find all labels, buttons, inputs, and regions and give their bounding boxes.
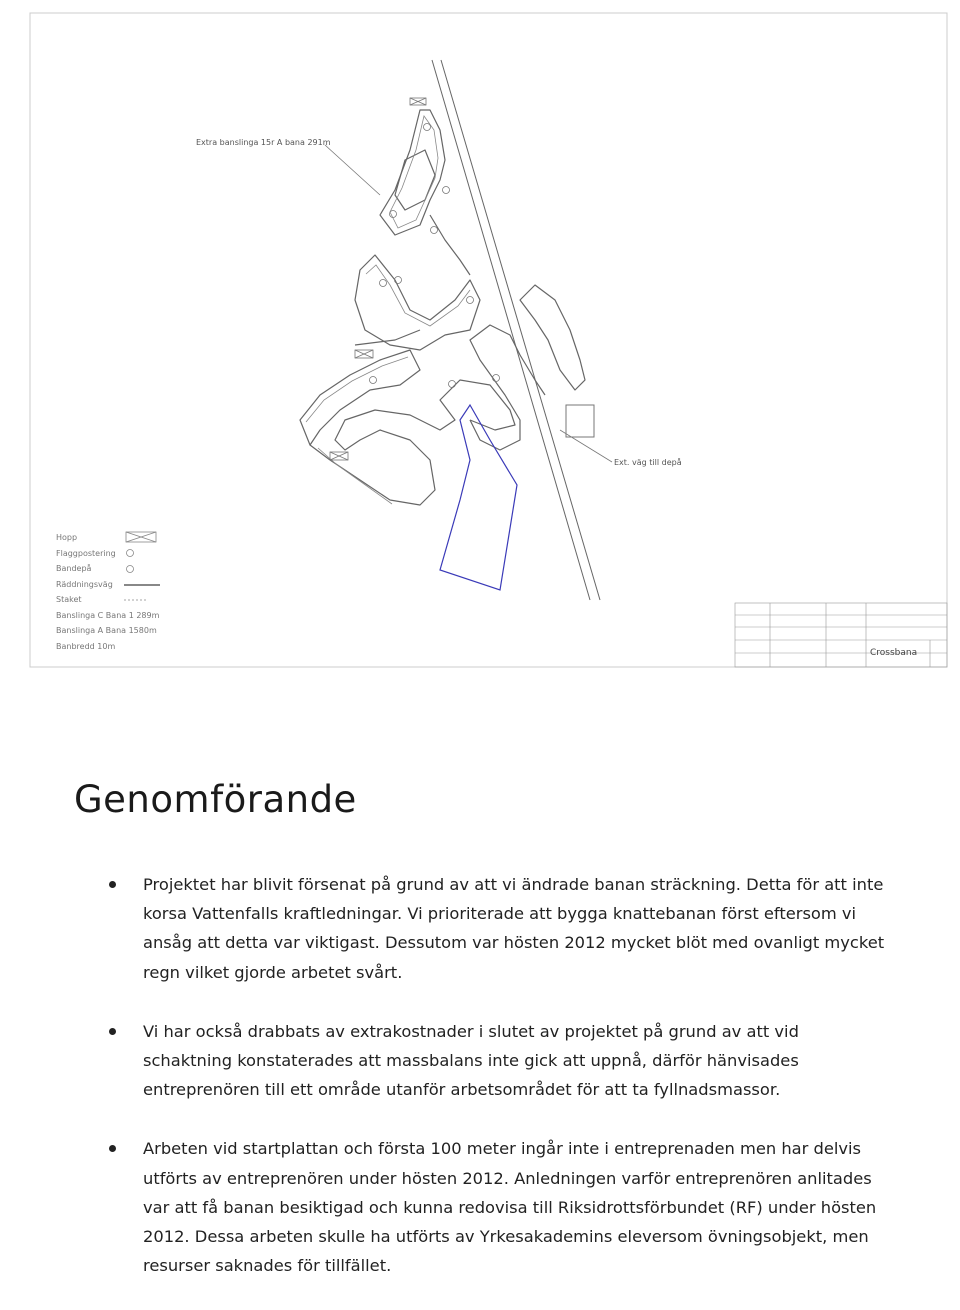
bullet-text: Arbeten vid startplattan och första 100 meter ingår inte i entreprenaden men har delvis utförts av entreprenören under hösten 2012. Anledningen varför entreprenören anlitades var att få banan besiktigad och kunna redovisa till Riksidrottsförbundet (RF) under hösten 2012. Dessa arbeten skulle ha utförts av Yrkesakademins eleversom övningsobjekt, men resurser saknades för tillfället.: [143, 1139, 877, 1276]
legend-item: Hopp: [56, 533, 78, 542]
section-heading: Genomförande: [74, 778, 357, 821]
bullet-icon: [109, 1028, 116, 1035]
legend-item: Staket: [56, 595, 82, 604]
legend-item: Banslinga C Bana 1 289m: [56, 610, 160, 620]
flag-posts: [370, 124, 500, 388]
track-outline: [300, 110, 585, 505]
annotation-extra-loop: Extra banslinga 15r A bana 291m: [196, 138, 331, 147]
legend-item: Banbredd 10m: [56, 641, 116, 651]
bullet-item: [0, 1134, 960, 1280]
bullet-text: Vi har också drabbats av extrakostnader i slutet av projektet på grund av att vid schaktning konstaterades att massbalans inte gick att uppnå, därför hänvisades entreprenören till ett område utanför arbetsområdet för att ta fyllnadsmassor.: [143, 1021, 799, 1100]
legend-item: Banslinga A Bana 1580m: [56, 626, 157, 635]
power-line-right: [441, 60, 600, 600]
bullet-text: Projektet har blivit försenat på grund av att vi ändrade banan sträckning. Detta för att inte korsa Vattenfalls kraftledningar. Vi prioriterade att bygga knattebanan först eftersom vi ansåg att detta var viktigast. Dessutom var hösten 2012 mycket blöt med ovanligt mycket regn vilket gjorde arbetet svårt.: [143, 875, 885, 982]
road-outline: [440, 405, 517, 590]
legend-item: Flaggpostering: [56, 548, 116, 558]
jump-markers: [330, 98, 426, 460]
depot-box: [566, 405, 594, 437]
bullet-icon: [109, 881, 116, 888]
track-inner: [306, 116, 470, 504]
bullet-item: [0, 870, 960, 987]
bullet-icon: [109, 1145, 116, 1152]
legend-item: Bandepå: [56, 564, 92, 573]
title-block-name: Crossbana: [870, 648, 918, 658]
bullet-item: [0, 1017, 960, 1105]
legend: [56, 530, 176, 654]
annotation-leader-road: [560, 430, 612, 462]
annotation-leader-extra: [325, 145, 380, 195]
annotation-road: Ext. väg till depå: [614, 458, 682, 467]
bullet-list: [0, 870, 960, 1310]
legend-item: Räddningsväg: [56, 579, 113, 589]
